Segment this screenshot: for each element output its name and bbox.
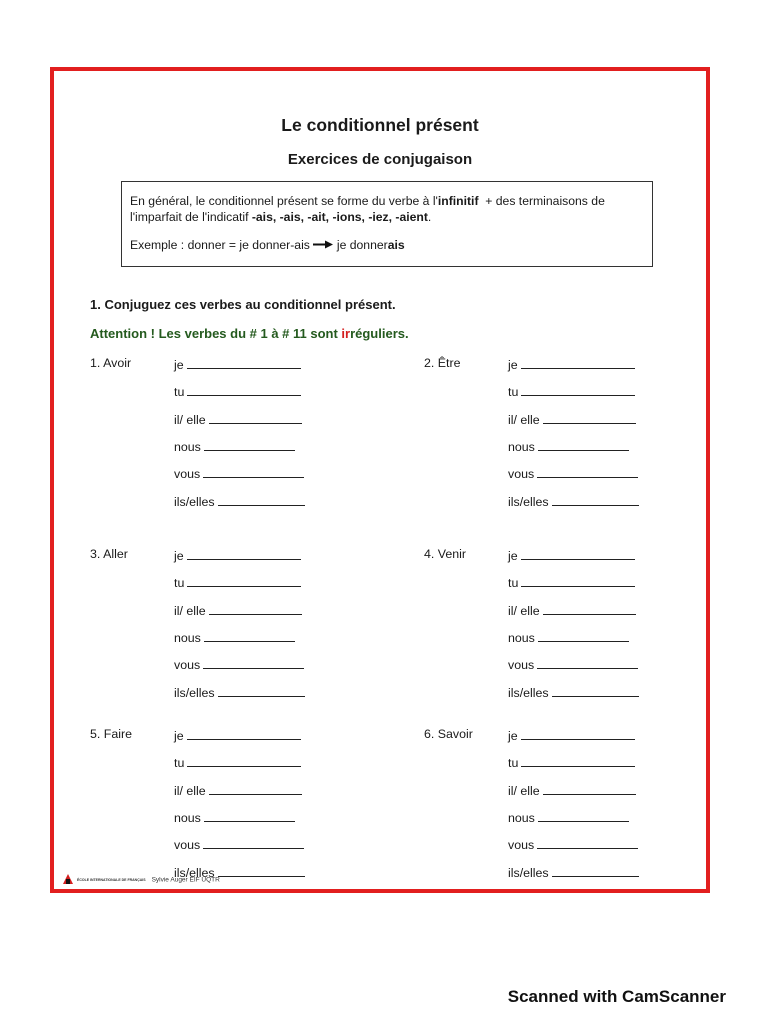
example-text: Exemple : donner = je donner-ais <box>130 238 310 252</box>
conjugation-row <box>174 547 301 563</box>
pronoun-label: tu <box>174 385 185 400</box>
verb-label: 5. Faire <box>90 727 133 741</box>
conjugation-row <box>508 602 636 618</box>
attention-text: Attention ! Les verbes du # 1 à # 11 sont <box>90 326 342 341</box>
example-ending: ais <box>387 238 405 252</box>
example-result: je donner <box>336 238 388 252</box>
pronoun-label: ils/elles <box>508 685 549 700</box>
answer-blank[interactable] <box>552 493 639 506</box>
rule-endings: -ais, -ais, -ait, -ions, -iez, -aient <box>251 209 428 224</box>
rule-line-1-end: + des terminaisons de <box>478 194 605 208</box>
pronoun-label: ils/elles <box>508 494 549 509</box>
answer-blank[interactable] <box>204 629 295 642</box>
conjugation-row <box>508 836 638 852</box>
exercise-instruction: 1. Conjuguez ces verbes au conditionnel présent. <box>90 297 396 312</box>
attention-end: réguliers. <box>350 326 409 341</box>
conjugation-row <box>508 547 635 563</box>
verb-block <box>90 547 350 707</box>
pronoun-label: tu <box>508 385 519 400</box>
answer-blank[interactable] <box>187 727 301 740</box>
answer-blank[interactable] <box>537 465 638 478</box>
answer-blank[interactable] <box>538 438 629 451</box>
answer-blank[interactable] <box>521 574 635 587</box>
verb-label: 4. Venir <box>424 547 467 561</box>
answer-blank[interactable] <box>209 602 302 615</box>
answer-blank[interactable] <box>187 574 301 587</box>
arrow-right-icon <box>313 238 333 254</box>
conjugation-row <box>508 754 635 770</box>
worksheet-page <box>50 67 710 893</box>
answer-blank[interactable] <box>538 629 629 642</box>
pronoun-label: je <box>508 729 518 743</box>
pronoun-label: je <box>508 358 518 372</box>
answer-blank[interactable] <box>187 754 301 767</box>
conjugation-row <box>508 629 629 645</box>
pronoun-label: vous <box>174 658 201 673</box>
answer-blank[interactable] <box>203 465 304 478</box>
verb-block <box>424 547 684 707</box>
attention-note <box>90 326 409 341</box>
example-line <box>130 238 652 254</box>
conjugation-row <box>174 493 305 509</box>
conjugation-row <box>174 629 295 645</box>
conjugation-row <box>174 782 302 798</box>
conjugation-row <box>508 574 635 590</box>
answer-blank[interactable] <box>218 493 305 506</box>
pronoun-label: il/ elle <box>508 783 540 798</box>
pronoun-label: je <box>174 729 184 743</box>
pronoun-label: ils/elles <box>508 865 549 880</box>
conjugation-row <box>508 383 635 399</box>
school-logo-icon <box>62 873 74 887</box>
verb-label: 1. Avoir <box>90 356 132 370</box>
answer-blank[interactable] <box>203 836 304 849</box>
pronoun-label: vous <box>508 838 535 853</box>
pronoun-label: il/ elle <box>174 603 206 618</box>
rule-infinitif: infinitif <box>437 194 479 208</box>
page-title: Le conditionnel présent <box>281 115 479 135</box>
pronoun-label: vous <box>508 658 535 673</box>
pronoun-label: il/ elle <box>508 412 540 427</box>
answer-blank[interactable] <box>187 547 301 560</box>
answer-blank[interactable] <box>521 547 635 560</box>
answer-blank[interactable] <box>203 656 304 669</box>
footer-credit <box>62 873 220 887</box>
pronoun-label: il/ elle <box>174 412 206 427</box>
answer-blank[interactable] <box>521 754 635 767</box>
conjugation-row <box>508 438 629 454</box>
rule-line-1-text: En général, le conditionnel présent se forme du verbe à l' <box>130 194 438 208</box>
conjugation-row <box>508 356 635 372</box>
conjugation-row <box>174 438 295 454</box>
rule-line-1 <box>130 194 652 210</box>
answer-blank[interactable] <box>218 684 305 697</box>
answer-blank[interactable] <box>204 438 295 451</box>
answer-blank[interactable] <box>187 356 301 369</box>
pronoun-label: tu <box>508 576 519 591</box>
conjugation-row <box>508 411 636 427</box>
verb-block <box>90 356 350 516</box>
pronoun-label: tu <box>174 576 185 591</box>
answer-blank[interactable] <box>218 864 305 877</box>
verb-label: 6. Savoir <box>424 727 473 741</box>
camscanner-watermark: Scanned with CamScanner <box>507 987 726 1006</box>
pronoun-label: nous <box>174 810 201 825</box>
answer-blank[interactable] <box>187 383 301 396</box>
pronoun-label: nous <box>174 630 201 645</box>
rule-line-2 <box>130 210 652 226</box>
answer-blank[interactable] <box>538 809 629 822</box>
pronoun-label: je <box>174 549 184 563</box>
verb-label: 3. Aller <box>90 547 128 561</box>
pronoun-label: nous <box>174 439 201 454</box>
conjugation-row <box>508 809 629 825</box>
conjugation-row <box>174 684 305 700</box>
conjugation-row <box>174 727 301 743</box>
conjugation-row <box>174 602 302 618</box>
conjugation-row <box>508 493 639 509</box>
verb-label: 2. Être <box>424 356 461 370</box>
conjugation-row <box>174 383 301 399</box>
pronoun-label: vous <box>174 838 201 853</box>
answer-blank[interactable] <box>543 411 636 424</box>
answer-blank[interactable] <box>552 864 639 877</box>
page-subtitle: Exercices de conjugaison <box>287 151 473 168</box>
pronoun-label: il/ elle <box>508 603 540 618</box>
pronoun-label: ils/elles <box>174 685 215 700</box>
conjugation-row <box>174 836 304 852</box>
pronoun-label: vous <box>174 467 201 482</box>
pronoun-label: nous <box>508 439 535 454</box>
verb-block <box>90 727 350 887</box>
answer-blank[interactable] <box>521 383 635 396</box>
answer-blank[interactable] <box>209 782 302 795</box>
rule-line-2-end: . <box>427 209 432 224</box>
pronoun-label: ils/elles <box>174 494 215 509</box>
answer-blank[interactable] <box>209 411 302 424</box>
rule-line-2-text: l'imparfait de l'indicatif <box>130 209 252 224</box>
conjugation-row <box>174 754 301 770</box>
conjugation-row <box>508 465 638 481</box>
answer-blank[interactable] <box>543 602 636 615</box>
conjugation-row <box>174 356 301 372</box>
pronoun-label: je <box>508 549 518 563</box>
pronoun-label: il/ elle <box>174 783 206 798</box>
conjugation-row <box>508 864 639 880</box>
pronoun-label: nous <box>508 630 535 645</box>
conjugation-row <box>174 656 304 672</box>
verb-block <box>424 356 684 516</box>
answer-blank[interactable] <box>521 356 635 369</box>
answer-blank[interactable] <box>521 727 635 740</box>
pronoun-label: tu <box>174 756 185 771</box>
conjugation-row <box>508 727 635 743</box>
verb-block <box>424 727 684 887</box>
conjugation-row <box>174 411 302 427</box>
answer-blank[interactable] <box>543 782 636 795</box>
pronoun-label: vous <box>508 467 535 482</box>
conjugation-row <box>174 809 295 825</box>
pronoun-label: nous <box>508 810 535 825</box>
conjugation-row <box>174 574 301 590</box>
rule-info-box <box>121 181 653 267</box>
credit-text: Sylvie Auger ÉIF UQTR <box>151 876 220 884</box>
school-logo-text: ÉCOLE INTERNATIONALE DE FRANÇAIS <box>77 878 146 882</box>
attention-ir: ir <box>341 326 351 341</box>
answer-blank[interactable] <box>537 656 638 669</box>
conjugation-row <box>508 684 639 700</box>
answer-blank[interactable] <box>552 684 639 697</box>
conjugation-row <box>508 782 636 798</box>
answer-blank[interactable] <box>537 836 638 849</box>
pronoun-label: tu <box>508 756 519 771</box>
conjugation-row <box>508 656 638 672</box>
pronoun-label: ils/elles <box>174 865 215 880</box>
conjugation-row <box>174 465 304 481</box>
pronoun-label: je <box>174 358 184 372</box>
answer-blank[interactable] <box>204 809 295 822</box>
